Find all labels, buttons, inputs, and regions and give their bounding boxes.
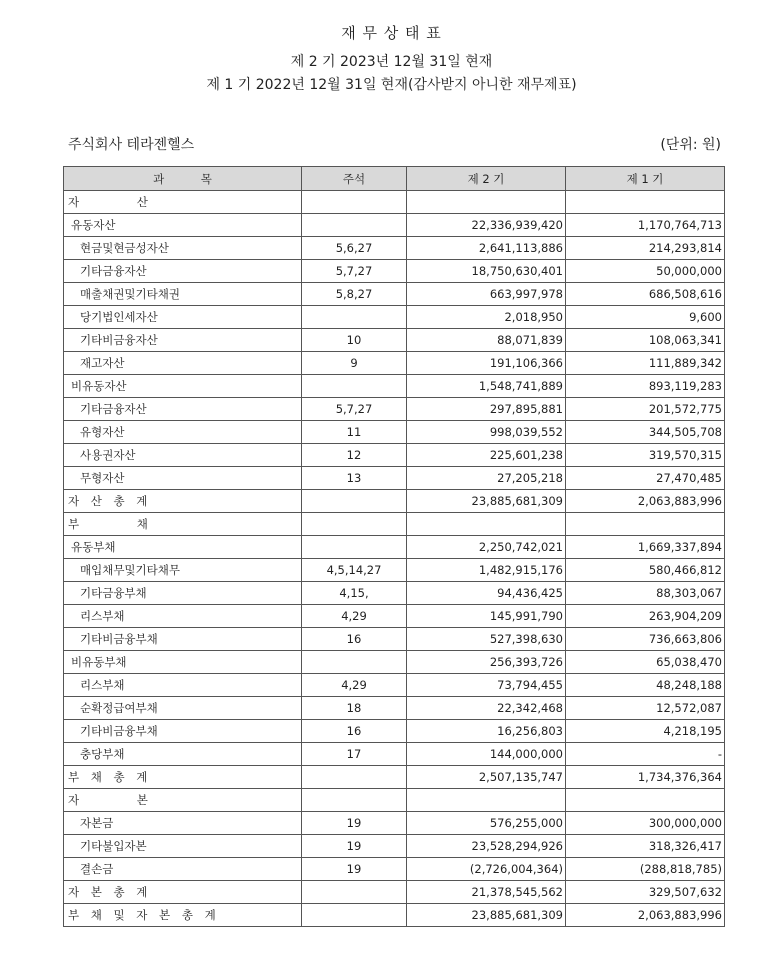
row-current-value: 297,895,881 — [407, 398, 566, 421]
row-prior-value: 893,119,283 — [566, 375, 725, 398]
row-note: 16 — [302, 720, 407, 743]
row-current-value: 191,106,366 — [407, 352, 566, 375]
row-current-value: 2,018,950 — [407, 306, 566, 329]
row-current-value — [407, 789, 566, 812]
row-current-value: 1,548,741,889 — [407, 375, 566, 398]
table-row — [64, 789, 725, 812]
row-item-label: 유동부채 — [64, 536, 302, 559]
row-note: 18 — [302, 697, 407, 720]
row-item-label: 자 산 — [64, 191, 302, 214]
table-row — [64, 743, 725, 766]
row-prior-value: 48,248,188 — [566, 674, 725, 697]
row-prior-value: 319,570,315 — [566, 444, 725, 467]
row-note — [302, 513, 407, 536]
row-prior-value: 108,063,341 — [566, 329, 725, 352]
row-item-label: 무형자산 — [64, 467, 302, 490]
row-note: 13 — [302, 467, 407, 490]
row-item-label: 부 채 총 계 — [64, 766, 302, 789]
row-prior-value: 2,063,883,996 — [566, 490, 725, 513]
table-row — [64, 835, 725, 858]
row-note: 4,5,14,27 — [302, 559, 407, 582]
table-row — [64, 697, 725, 720]
row-item-label: 부 채 — [64, 513, 302, 536]
row-current-value: 1,482,915,176 — [407, 559, 566, 582]
table-row — [64, 812, 725, 835]
row-item-label: 재고자산 — [64, 352, 302, 375]
row-current-value: 88,071,839 — [407, 329, 566, 352]
table-row — [64, 467, 725, 490]
column-header-prior: 제 1 기 — [566, 167, 725, 191]
row-prior-value: 4,218,195 — [566, 720, 725, 743]
row-current-value: 16,256,803 — [407, 720, 566, 743]
row-prior-value — [566, 513, 725, 536]
row-note: 4,15, — [302, 582, 407, 605]
row-item-label: 매입채무및기타채무 — [64, 559, 302, 582]
row-current-value: 23,885,681,309 — [407, 904, 566, 927]
table-row — [64, 536, 725, 559]
table-row — [64, 605, 725, 628]
row-current-value: 18,750,630,401 — [407, 260, 566, 283]
unit-label: (단위: 원) — [660, 137, 721, 153]
row-prior-value — [566, 789, 725, 812]
table-row — [64, 513, 725, 536]
row-item-label: 비유동부채 — [64, 651, 302, 674]
row-note: 17 — [302, 743, 407, 766]
table-row — [64, 191, 725, 214]
row-current-value: 576,255,000 — [407, 812, 566, 835]
row-item-label: 순확정급여부채 — [64, 697, 302, 720]
table-row — [64, 237, 725, 260]
row-item-label: 기타비금융부채 — [64, 628, 302, 651]
row-current-value: 22,342,468 — [407, 697, 566, 720]
row-note: 10 — [302, 329, 407, 352]
row-note: 5,8,27 — [302, 283, 407, 306]
table-row — [64, 582, 725, 605]
document-title: 재 무 상 태 표 — [341, 24, 442, 42]
row-note — [302, 881, 407, 904]
table-body — [64, 191, 725, 927]
row-prior-value — [566, 191, 725, 214]
row-prior-value: 2,063,883,996 — [566, 904, 725, 927]
column-header-item: 과 목 — [64, 167, 302, 191]
table-row — [64, 329, 725, 352]
row-note — [302, 904, 407, 927]
table-row — [64, 260, 725, 283]
row-item-label: 결손금 — [64, 858, 302, 881]
table-row — [64, 214, 725, 237]
row-item-label: 현금및현금성자산 — [64, 237, 302, 260]
row-prior-value: 686,508,616 — [566, 283, 725, 306]
balance-sheet-table — [63, 166, 725, 927]
row-prior-value: 65,038,470 — [566, 651, 725, 674]
row-note: 19 — [302, 812, 407, 835]
row-prior-value: 300,000,000 — [566, 812, 725, 835]
row-item-label: 자 본 총 계 — [64, 881, 302, 904]
row-item-label: 충당부채 — [64, 743, 302, 766]
row-prior-value: 344,505,708 — [566, 421, 725, 444]
row-item-label: 기타금융자산 — [64, 260, 302, 283]
row-current-value — [407, 513, 566, 536]
row-current-value: 27,205,218 — [407, 467, 566, 490]
row-prior-value: 580,466,812 — [566, 559, 725, 582]
row-item-label: 유형자산 — [64, 421, 302, 444]
row-prior-value: 1,170,764,713 — [566, 214, 725, 237]
row-current-value: (2,726,004,364) — [407, 858, 566, 881]
table-row — [64, 881, 725, 904]
row-note: 5,6,27 — [302, 237, 407, 260]
table-row — [64, 720, 725, 743]
period-current: 제 2 기 2023년 12월 31일 현재 — [290, 54, 493, 70]
row-note: 19 — [302, 835, 407, 858]
row-item-label: 부 채 및 자 본 총 계 — [64, 904, 302, 927]
column-header-note: 주석 — [302, 167, 407, 191]
table-row — [64, 421, 725, 444]
table-row — [64, 674, 725, 697]
table-header-row — [64, 167, 725, 191]
row-note — [302, 375, 407, 398]
table-row — [64, 766, 725, 789]
row-current-value: 2,641,113,886 — [407, 237, 566, 260]
row-note — [302, 214, 407, 237]
row-current-value: 145,991,790 — [407, 605, 566, 628]
row-current-value: 2,507,135,747 — [407, 766, 566, 789]
table-row — [64, 283, 725, 306]
row-prior-value: (288,818,785) — [566, 858, 725, 881]
row-current-value: 94,436,425 — [407, 582, 566, 605]
row-current-value: 21,378,545,562 — [407, 881, 566, 904]
row-prior-value: 1,669,337,894 — [566, 536, 725, 559]
table-row — [64, 490, 725, 513]
row-item-label: 자 본 — [64, 789, 302, 812]
row-prior-value: 214,293,814 — [566, 237, 725, 260]
row-note — [302, 490, 407, 513]
row-item-label: 기타금융자산 — [64, 398, 302, 421]
row-note: 5,7,27 — [302, 398, 407, 421]
row-note: 19 — [302, 858, 407, 881]
table-row — [64, 858, 725, 881]
row-item-label: 기타비금융부채 — [64, 720, 302, 743]
row-prior-value: 88,303,067 — [566, 582, 725, 605]
table-row — [64, 398, 725, 421]
table-row — [64, 904, 725, 927]
row-note — [302, 766, 407, 789]
row-note: 4,29 — [302, 605, 407, 628]
row-note — [302, 536, 407, 559]
row-current-value: 22,336,939,420 — [407, 214, 566, 237]
row-note — [302, 306, 407, 329]
row-note — [302, 789, 407, 812]
row-note — [302, 651, 407, 674]
row-item-label: 기타금융부채 — [64, 582, 302, 605]
row-item-label: 자 산 총 계 — [64, 490, 302, 513]
row-item-label: 리스부채 — [64, 605, 302, 628]
period-prior: 제 1 기 2022년 12월 31일 현재(감사받지 아니한 재무제표) — [206, 77, 577, 93]
row-prior-value: 111,889,342 — [566, 352, 725, 375]
row-prior-value: 50,000,000 — [566, 260, 725, 283]
row-prior-value: 27,470,485 — [566, 467, 725, 490]
row-current-value: 225,601,238 — [407, 444, 566, 467]
row-item-label: 기타불입자본 — [64, 835, 302, 858]
row-item-label: 기타비금융자산 — [64, 329, 302, 352]
row-note: 9 — [302, 352, 407, 375]
row-item-label: 리스부채 — [64, 674, 302, 697]
row-note: 16 — [302, 628, 407, 651]
row-current-value: 2,250,742,021 — [407, 536, 566, 559]
row-current-value: 144,000,000 — [407, 743, 566, 766]
row-prior-value: 12,572,087 — [566, 697, 725, 720]
row-item-label: 매출채권및기타채권 — [64, 283, 302, 306]
table-row — [64, 306, 725, 329]
row-note: 4,29 — [302, 674, 407, 697]
row-prior-value: 9,600 — [566, 306, 725, 329]
row-note: 12 — [302, 444, 407, 467]
row-item-label: 사용권자산 — [64, 444, 302, 467]
row-item-label: 자본금 — [64, 812, 302, 835]
table-row — [64, 352, 725, 375]
row-current-value: 23,885,681,309 — [407, 490, 566, 513]
row-item-label: 유동자산 — [64, 214, 302, 237]
row-prior-value: - — [566, 743, 725, 766]
row-prior-value: 736,663,806 — [566, 628, 725, 651]
row-current-value: 73,794,455 — [407, 674, 566, 697]
row-prior-value: 201,572,775 — [566, 398, 725, 421]
row-current-value: 23,528,294,926 — [407, 835, 566, 858]
row-note: 5,7,27 — [302, 260, 407, 283]
row-note: 11 — [302, 421, 407, 444]
row-item-label: 당기법인세자산 — [64, 306, 302, 329]
row-prior-value: 263,904,209 — [566, 605, 725, 628]
row-prior-value: 329,507,632 — [566, 881, 725, 904]
row-current-value: 527,398,630 — [407, 628, 566, 651]
row-prior-value: 318,326,417 — [566, 835, 725, 858]
row-current-value: 663,997,978 — [407, 283, 566, 306]
row-current-value: 256,393,726 — [407, 651, 566, 674]
table-row — [64, 559, 725, 582]
table-row — [64, 651, 725, 674]
row-current-value: 998,039,552 — [407, 421, 566, 444]
table-row — [64, 628, 725, 651]
row-prior-value: 1,734,376,364 — [566, 766, 725, 789]
table-row — [64, 375, 725, 398]
row-item-label: 비유동자산 — [64, 375, 302, 398]
column-header-current: 제 2 기 — [407, 167, 566, 191]
table-row — [64, 444, 725, 467]
row-current-value — [407, 191, 566, 214]
company-name: 주식회사 테라젠헬스 — [68, 137, 195, 153]
row-note — [302, 191, 407, 214]
